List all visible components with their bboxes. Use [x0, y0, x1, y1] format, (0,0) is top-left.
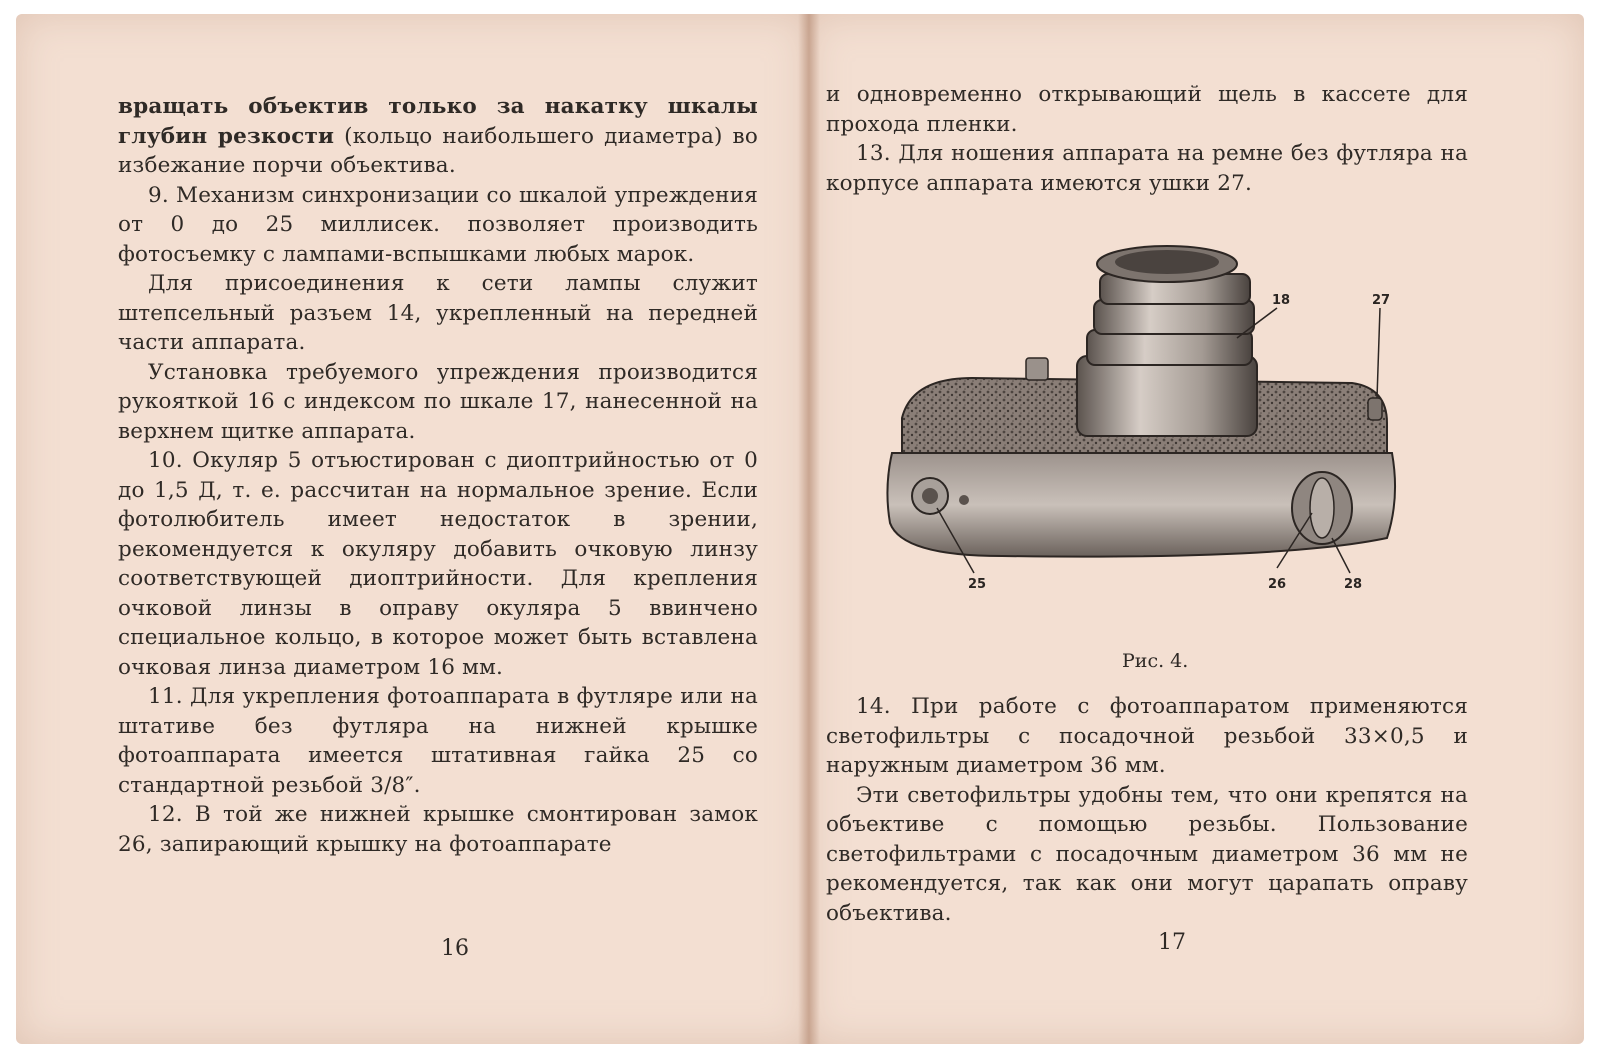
paragraph-12: 12. В той же нижней крышке смонтирован замок 26, запирающий крышку на фотоаппарате — [118, 802, 758, 857]
camera-illustration — [882, 238, 1402, 608]
right-page-text-bottom — [826, 692, 1468, 928]
paragraph-10: 10. Окуляр 5 отъюстирован с диоптрийностью от 0 до 1,5 Д, т. е. рассчитан на нормальное зрение. Если фотолюбитель имеет недостаток в зрении, рекомендуется к окуляру добавить очковую линзу соответствующей диоптрийности. Для крепления очковой линзы в оправу окуляра 5 ввинчено специальное кольцо, в которое может быть вставлена очковая линза диаметром 16 мм. — [118, 448, 758, 680]
figure-caption: Рис. 4. — [1122, 650, 1189, 672]
paragraph-continuation-right: и одновременно открывающий щель в кассете для прохода пленки. — [826, 82, 1468, 137]
callout-28: 28 — [1344, 577, 1363, 592]
callout-18: 18 — [1272, 293, 1291, 308]
paragraph-continuation — [118, 92, 758, 181]
paragraph-filters: Эти светофильтры удобны тем, что они крепятся на объективе с помощью резьбы. Пользование светофильтрами с посадочным диаметром 36 мм не рекомендуется, так как они могут царапать оправу объектива. — [826, 782, 1468, 926]
left-page-text — [118, 92, 758, 859]
paragraph-9: 9. Механизм синхронизации со шкалой упреждения от 0 до 25 миллисек. позволяет производить фотосъемку с лампами-вспышками любых марок. — [118, 182, 758, 267]
right-page-text-top — [826, 80, 1468, 198]
paragraph-delay-setting: Установка требуемого упреждения производится рукояткой 16 с индексом по шкале 17, нанесенной на верхнем щитке аппарата. — [118, 359, 758, 444]
book-gutter — [798, 14, 820, 1044]
page-number-left: 16 — [441, 936, 469, 961]
paragraph-13: 13. Для ношения аппарата на ремне без футляра на корпусе аппарата имеются ушки 27. — [826, 141, 1468, 196]
paragraph-text: (кольцо наибольшего диаметра) во избежание порчи объектива. — [118, 123, 759, 178]
paragraph-14: 14. При работе с фотоаппаратом применяются светофильтры с посадочной резьбой 33×0,5 и наружным диаметром 36 мм. — [826, 694, 1468, 778]
callout-25: 25 — [968, 577, 987, 592]
callout-26: 26 — [1268, 577, 1287, 592]
paragraph-11: 11. Для укрепления фотоаппарата в футляре или на штативе без футляра на нижней крышке фотоаппарата имеется штативная гайка 25 со стандартной резьбой 3/8″. — [118, 684, 758, 798]
bold-lead: вращать объектив только за накатку шкалы глубин резкости — [118, 94, 758, 149]
paragraph-flash-socket: Для присоединения к сети лампы служит штепсельный разъем 14, укрепленный на передней части аппарата. — [118, 271, 758, 355]
callout-27: 27 — [1372, 293, 1391, 308]
left-page — [16, 14, 808, 1044]
page-number-right: 17 — [1158, 930, 1186, 955]
